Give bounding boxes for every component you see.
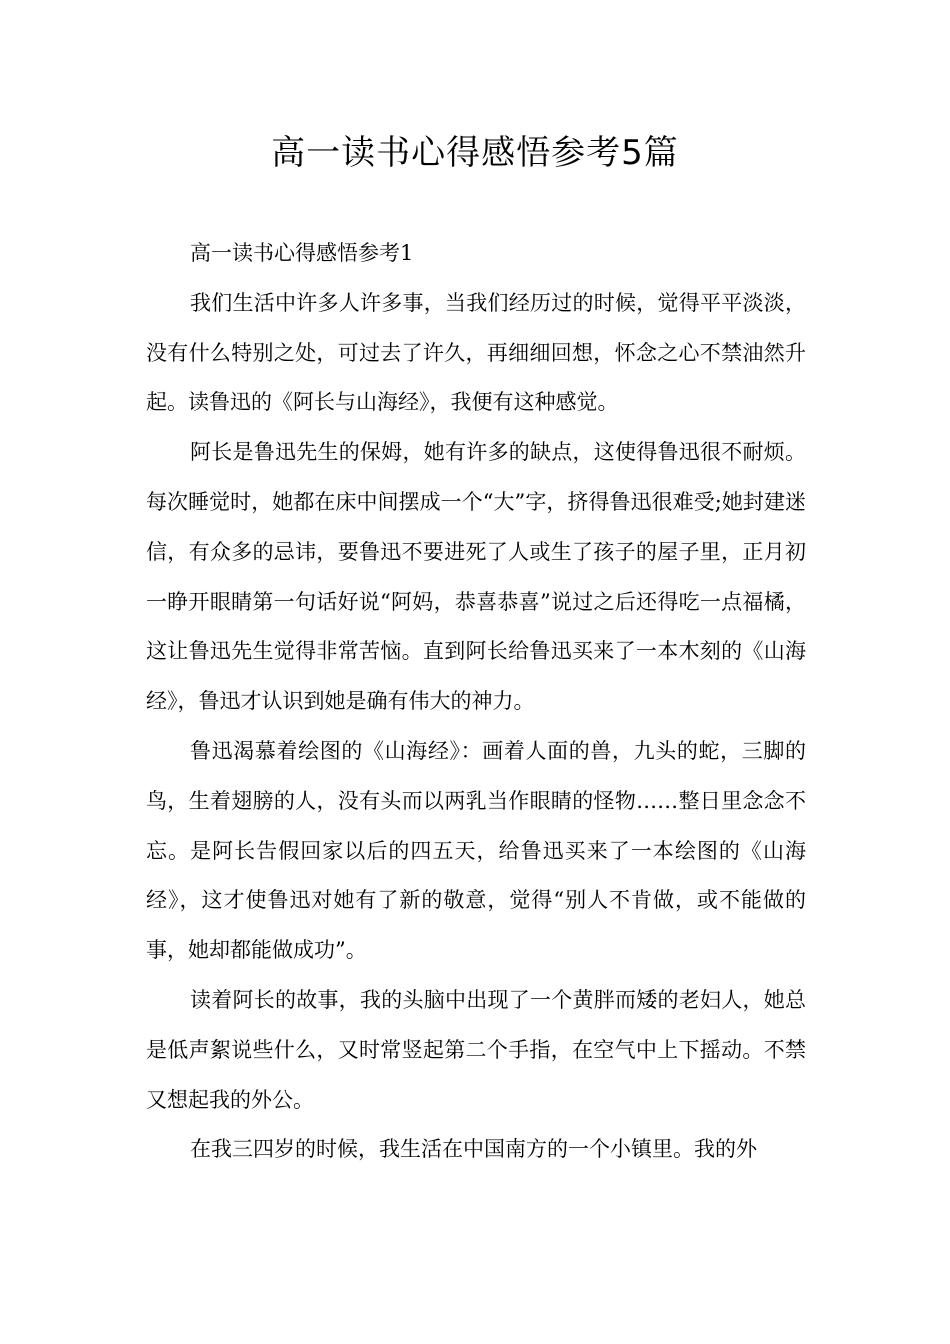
paragraph-3: 鲁迅渴慕着绘图的《山海经》：画着人面的兽，九头的蛇，三脚的鸟，生着翅膀的人，没有头而以两乳当作眼睛的怪物……整日里念念不忘。是阿长告假回家以后的四五天，给鲁迅买来了一本绘图的《山海经》，这才使鲁迅对她有了新的敬意，觉得“别人不肯做，或不能做的事，她却都能做成功”。 <box>146 738 806 963</box>
paragraph-1: 我们生活中许多人许多事，当我们经历过的时候，觉得平平淡淡，没有什么特别之处，可过去了许久，再细细回想，怀念之心不禁油然升起。读鲁迅的《阿长与山海经》，我便有这种感觉。 <box>146 290 806 415</box>
paragraph-4: 读着阿长的故事，我的头脑中出现了一个黄胖而矮的老妇人，她总是低声絮说些什么，又时常竖起第二个手指，在空气中上下摇动。不禁又想起我的外公。 <box>146 987 806 1112</box>
document-title: 高一读书心得感悟参考5篇 <box>271 133 679 173</box>
paragraph-5: 在我三四岁的时候，我生活在中国南方的一个小镇里。我的外 <box>190 1137 757 1162</box>
section-heading: 高一读书心得感悟参考1 <box>190 241 414 265</box>
document-body <box>146 229 806 1175</box>
paragraph-2: 阿长是鲁迅先生的保姆，她有许多的缺点，这使得鲁迅很不耐烦。每次睡觉时，她都在床中间摆成一个“大”字，挤得鲁迅很难受;她封建迷信，有众多的忌讳，要鲁迅不要进死了人或生了孩子的屋子里，正月初一睁开眼睛第一句话好说“阿妈，恭喜恭喜”说过之后还得吃一点福橘，这让鲁迅先生觉得非常苦恼。直到阿长给鲁迅买来了一本木刻的《山海经》，鲁迅才认识到她是确有伟大的神力。 <box>146 440 806 714</box>
